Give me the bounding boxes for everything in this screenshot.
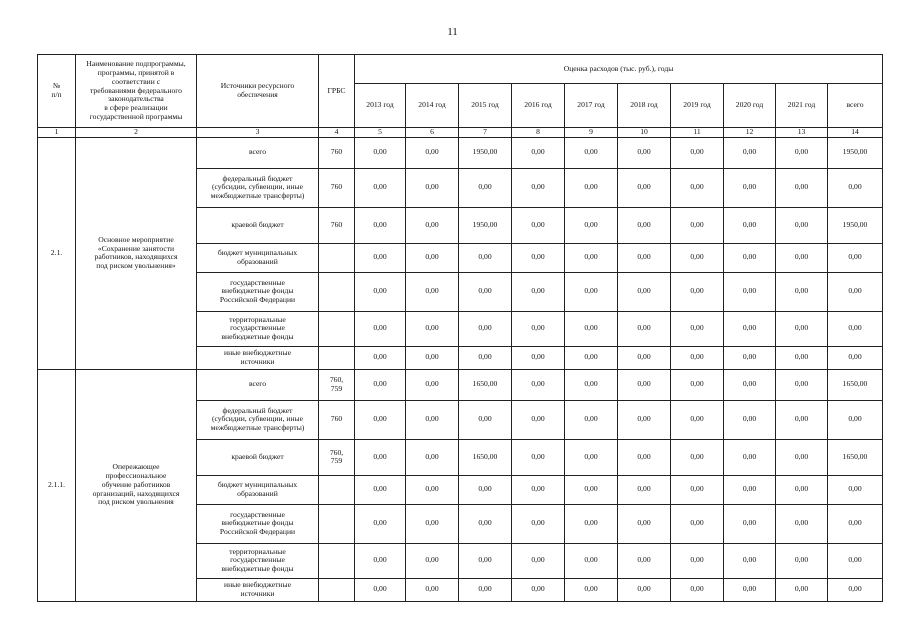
budget-table (37, 54, 883, 602)
year-value: 0,00 (355, 311, 406, 346)
total-value: 1650,00 (828, 369, 883, 400)
year-value: 0,00 (565, 168, 618, 207)
total-value: 0,00 (828, 168, 883, 207)
funding-source: всего (197, 369, 319, 400)
funding-source: государственные внебюджетные фонды Российской Федерации (197, 272, 319, 311)
year-value: 0,00 (671, 243, 724, 272)
header-name: Наименование подпрограммы, программы, принятой в соответствии с требованиями федерального законодательства в сфере реализации государственной программы (76, 55, 197, 128)
funding-source: иные внебюджетные источники (197, 578, 319, 601)
year-value: 0,00 (618, 504, 671, 543)
header-grbs: ГРБС (319, 55, 355, 128)
funding-source: иные внебюджетные источники (197, 346, 319, 369)
year-value: 0,00 (618, 400, 671, 439)
column-number: 10 (618, 128, 671, 138)
year-value: 0,00 (618, 346, 671, 369)
year-value: 0,00 (512, 400, 565, 439)
year-value: 0,00 (724, 243, 776, 272)
year-value: 0,00 (406, 400, 459, 439)
year-value: 0,00 (512, 439, 565, 475)
year-value: 0,00 (671, 346, 724, 369)
year-value: 0,00 (618, 243, 671, 272)
year-value: 0,00 (406, 439, 459, 475)
year-value: 1650,00 (459, 439, 512, 475)
year-value: 0,00 (671, 475, 724, 504)
grbs-code (319, 311, 355, 346)
grbs-code: 760 (319, 168, 355, 207)
measure-name: Основное мероприятие «Сохранение занятости работников, находящихся под риском увольнения» (76, 137, 197, 369)
year-value: 0,00 (512, 346, 565, 369)
year-value: 0,00 (355, 369, 406, 400)
header-year: 2017 год (565, 84, 618, 128)
year-value: 0,00 (406, 311, 459, 346)
year-value: 0,00 (671, 168, 724, 207)
year-value: 0,00 (776, 346, 828, 369)
year-value: 0,00 (512, 311, 565, 346)
grbs-code: 760 (319, 137, 355, 168)
year-value: 0,00 (776, 400, 828, 439)
header-year: 2019 год (671, 84, 724, 128)
year-value: 0,00 (355, 272, 406, 311)
year-value: 0,00 (565, 475, 618, 504)
year-value: 0,00 (459, 475, 512, 504)
year-value: 0,00 (724, 543, 776, 578)
grbs-code (319, 243, 355, 272)
total-value: 0,00 (828, 543, 883, 578)
funding-source: краевой бюджет (197, 439, 319, 475)
year-value: 0,00 (565, 439, 618, 475)
year-value: 0,00 (406, 207, 459, 243)
year-value: 1950,00 (459, 137, 512, 168)
year-value: 0,00 (724, 369, 776, 400)
grbs-code (319, 578, 355, 601)
year-value: 0,00 (406, 168, 459, 207)
year-value: 0,00 (776, 168, 828, 207)
year-value: 0,00 (776, 578, 828, 601)
total-value: 0,00 (828, 272, 883, 311)
year-value: 0,00 (512, 369, 565, 400)
column-number: 5 (355, 128, 406, 138)
total-value: 0,00 (828, 475, 883, 504)
total-value: 0,00 (828, 504, 883, 543)
year-value: 0,00 (724, 439, 776, 475)
funding-source: территориальные государственные внебюджетные фонды (197, 311, 319, 346)
column-number: 11 (671, 128, 724, 138)
header-source: Источники ресурсного обеспечения (197, 55, 319, 128)
year-value: 0,00 (406, 243, 459, 272)
year-value: 0,00 (671, 311, 724, 346)
year-value: 0,00 (355, 346, 406, 369)
year-value: 0,00 (355, 439, 406, 475)
funding-source: федеральный бюджет (субсидии, субвенции, иные межбюджетные трансферты) (197, 168, 319, 207)
year-value: 0,00 (512, 272, 565, 311)
total-value: 0,00 (828, 578, 883, 601)
year-value: 0,00 (512, 543, 565, 578)
year-value: 0,00 (565, 346, 618, 369)
year-value: 0,00 (618, 168, 671, 207)
grbs-code (319, 543, 355, 578)
header-estimate: Оценка расходов (тыс. руб.), годы (355, 55, 883, 84)
header-year: 2021 год (776, 84, 828, 128)
column-number: 13 (776, 128, 828, 138)
grbs-code: 760, 759 (319, 439, 355, 475)
header-year: 2015 год (459, 84, 512, 128)
year-value: 0,00 (459, 168, 512, 207)
grbs-code: 760 (319, 207, 355, 243)
total-value: 0,00 (828, 311, 883, 346)
year-value: 0,00 (776, 475, 828, 504)
year-value: 0,00 (724, 578, 776, 601)
year-value: 0,00 (355, 578, 406, 601)
year-value: 0,00 (355, 207, 406, 243)
year-value: 0,00 (459, 543, 512, 578)
year-value: 0,00 (459, 400, 512, 439)
year-value: 0,00 (671, 272, 724, 311)
header-num: № п/п (38, 55, 76, 128)
column-number: 4 (319, 128, 355, 138)
year-value: 0,00 (618, 272, 671, 311)
total-value: 1950,00 (828, 207, 883, 243)
year-value: 0,00 (724, 207, 776, 243)
year-value: 0,00 (512, 137, 565, 168)
header-year: 2018 год (618, 84, 671, 128)
year-value: 0,00 (618, 475, 671, 504)
table-row (38, 137, 883, 168)
year-value: 0,00 (512, 243, 565, 272)
year-value: 0,00 (671, 400, 724, 439)
year-value: 0,00 (406, 272, 459, 311)
funding-source: государственные внебюджетные фонды Российской Федерации (197, 504, 319, 543)
column-number: 2 (76, 128, 197, 138)
total-value: 1950,00 (828, 137, 883, 168)
year-value: 0,00 (724, 311, 776, 346)
year-value: 0,00 (776, 504, 828, 543)
year-value: 0,00 (618, 543, 671, 578)
year-value: 0,00 (565, 543, 618, 578)
year-value: 0,00 (671, 504, 724, 543)
year-value: 0,00 (355, 137, 406, 168)
year-value: 0,00 (776, 369, 828, 400)
year-value: 0,00 (459, 346, 512, 369)
grbs-code (319, 504, 355, 543)
year-value: 0,00 (776, 311, 828, 346)
year-value: 0,00 (355, 475, 406, 504)
year-value: 0,00 (355, 400, 406, 439)
column-number: 8 (512, 128, 565, 138)
funding-source: территориальные государственные внебюджетные фонды (197, 543, 319, 578)
column-number: 6 (406, 128, 459, 138)
total-value: 0,00 (828, 346, 883, 369)
year-value: 0,00 (459, 272, 512, 311)
year-value: 0,00 (565, 400, 618, 439)
year-value: 0,00 (671, 543, 724, 578)
total-value: 0,00 (828, 400, 883, 439)
year-value: 0,00 (671, 207, 724, 243)
year-value: 1950,00 (459, 207, 512, 243)
total-value: 0,00 (828, 243, 883, 272)
year-value: 0,00 (565, 504, 618, 543)
year-value: 0,00 (776, 439, 828, 475)
year-value: 0,00 (406, 578, 459, 601)
year-value: 0,00 (724, 168, 776, 207)
year-value: 0,00 (565, 207, 618, 243)
year-value: 0,00 (724, 272, 776, 311)
year-value: 0,00 (565, 137, 618, 168)
header-year: всего (828, 84, 883, 128)
year-value: 0,00 (355, 243, 406, 272)
header-year: 2020 год (724, 84, 776, 128)
year-value: 0,00 (618, 137, 671, 168)
grbs-code (319, 346, 355, 369)
year-value: 0,00 (671, 578, 724, 601)
year-value: 0,00 (618, 207, 671, 243)
year-value: 0,00 (776, 243, 828, 272)
year-value: 0,00 (618, 369, 671, 400)
funding-source: краевой бюджет (197, 207, 319, 243)
measure-name: Опережающее профессиональное обучение работников организаций, находящихся под риском увольнения (76, 369, 197, 601)
year-value: 0,00 (512, 504, 565, 543)
column-number: 9 (565, 128, 618, 138)
column-number: 1 (38, 128, 76, 138)
page-number: 11 (447, 26, 458, 38)
year-value: 0,00 (671, 137, 724, 168)
year-value: 0,00 (459, 504, 512, 543)
year-value: 0,00 (671, 369, 724, 400)
column-number: 14 (828, 128, 883, 138)
funding-source: федеральный бюджет (субсидии, субвенции, иные межбюджетные трансферты) (197, 400, 319, 439)
grbs-code (319, 272, 355, 311)
year-value: 0,00 (406, 346, 459, 369)
year-value: 0,00 (459, 311, 512, 346)
year-value: 0,00 (724, 346, 776, 369)
year-value: 0,00 (512, 168, 565, 207)
year-value: 0,00 (565, 369, 618, 400)
funding-source: всего (197, 137, 319, 168)
year-value: 0,00 (459, 578, 512, 601)
year-value: 0,00 (724, 400, 776, 439)
year-value: 0,00 (618, 578, 671, 601)
year-value: 0,00 (355, 168, 406, 207)
year-value: 0,00 (565, 243, 618, 272)
year-value: 0,00 (724, 137, 776, 168)
column-number: 7 (459, 128, 512, 138)
year-value: 0,00 (512, 207, 565, 243)
year-value: 0,00 (776, 272, 828, 311)
year-value: 0,00 (459, 243, 512, 272)
total-value: 1650,00 (828, 439, 883, 475)
year-value: 0,00 (512, 578, 565, 601)
year-value: 0,00 (406, 475, 459, 504)
year-value: 0,00 (565, 272, 618, 311)
year-value: 0,00 (724, 475, 776, 504)
year-value: 1650,00 (459, 369, 512, 400)
year-value: 0,00 (724, 504, 776, 543)
year-value: 0,00 (406, 137, 459, 168)
year-value: 0,00 (776, 137, 828, 168)
year-value: 0,00 (776, 543, 828, 578)
column-number: 12 (724, 128, 776, 138)
year-value: 0,00 (406, 369, 459, 400)
year-value: 0,00 (406, 504, 459, 543)
grbs-code (319, 475, 355, 504)
year-value: 0,00 (776, 207, 828, 243)
column-number: 3 (197, 128, 319, 138)
year-value: 0,00 (671, 439, 724, 475)
year-value: 0,00 (512, 475, 565, 504)
grbs-code: 760, 759 (319, 369, 355, 400)
year-value: 0,00 (565, 311, 618, 346)
row-index: 2.1. (38, 137, 76, 369)
table-row (38, 369, 883, 400)
header-year: 2014 год (406, 84, 459, 128)
funding-source: бюджет муниципальных образований (197, 475, 319, 504)
year-value: 0,00 (406, 543, 459, 578)
funding-source: бюджет муниципальных образований (197, 243, 319, 272)
year-value: 0,00 (355, 504, 406, 543)
year-value: 0,00 (355, 543, 406, 578)
header-year: 2013 год (355, 84, 406, 128)
header-year: 2016 год (512, 84, 565, 128)
year-value: 0,00 (618, 311, 671, 346)
grbs-code: 760 (319, 400, 355, 439)
year-value: 0,00 (565, 578, 618, 601)
year-value: 0,00 (618, 439, 671, 475)
row-index: 2.1.1. (38, 369, 76, 601)
